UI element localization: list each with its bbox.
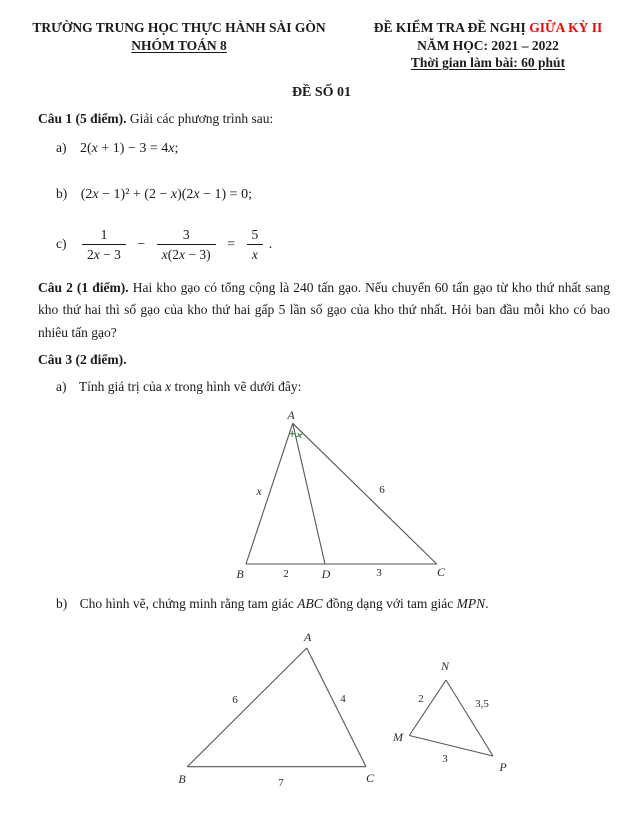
figure-label-4: 4 bbox=[340, 693, 346, 705]
figure-triangle-with-bisector bbox=[228, 406, 463, 591]
triangle-name-mpn: MPN bbox=[456, 596, 486, 611]
school-name: TRƯỜNG TRUNG HỌC THỰC HÀNH SÀI GÒN bbox=[32, 20, 326, 35]
equation-a-label: a) bbox=[56, 140, 67, 155]
fraction-3: $\frac{5}{x}$ bbox=[247, 226, 264, 263]
minus-operator: − bbox=[137, 236, 146, 252]
question-3a-line bbox=[56, 379, 301, 395]
question-1-label: Câu 1 (5 điểm). bbox=[38, 111, 127, 126]
figure-label-A: A bbox=[287, 408, 295, 422]
question-3b-line bbox=[56, 596, 489, 612]
equation-b bbox=[56, 186, 252, 203]
figure-label-C: C bbox=[436, 565, 446, 579]
equation-c bbox=[56, 226, 272, 263]
equation-a-expression: 2(x + 1) − 3 = 4x; bbox=[80, 141, 179, 156]
exam-term: GIỮA KỲ II bbox=[529, 20, 603, 35]
figure-label-2: 2 bbox=[283, 568, 289, 580]
question-3a-text: Tính giá trị của x trong hình vẽ dưới đây: bbox=[78, 379, 302, 394]
figure-label-3: 3 bbox=[442, 753, 448, 765]
question-1-intro: Giải các phương trình sau: bbox=[129, 111, 274, 126]
question-3b-text: Cho hình vẽ, chứng minh rằng tam giác ABC đồng dạng với tam giác MPN. bbox=[79, 596, 489, 611]
figure-label-6: 6 bbox=[232, 694, 238, 706]
question-3-heading: Câu 3 (2 điểm). bbox=[38, 352, 127, 367]
equation-b-expression: (2x − 1)² + (2 − x)(2x − 1) = 0; bbox=[80, 187, 252, 202]
question-2-text: Hai kho gạo có tổng cộng là 240 tấn gạo. Nếu chuyển 60 tấn gạo từ kho thứ nhất sang kho thứ hai thì số gạo của kho thứ hai gấp 5 lần số gạo của kho thứ nhất. Hỏi ban đầu mỗi kho có bao nhiêu tấn gạo? bbox=[38, 280, 611, 340]
question-3b-label: b) bbox=[56, 596, 68, 611]
edge-AB bbox=[187, 648, 306, 767]
question-1-heading bbox=[38, 111, 618, 127]
equation-a bbox=[56, 140, 178, 157]
figure-label-M: M bbox=[393, 730, 403, 744]
figure-label-C: C bbox=[365, 771, 375, 785]
fraction-1: $\frac{1}{2x - 3}$ bbox=[82, 226, 126, 263]
exam-number-title: ĐỀ SỐ 01 bbox=[291, 85, 352, 100]
exam-title: ĐỀ KIỂM TRA ĐỀ NGHỊ bbox=[373, 20, 526, 35]
school-year: NĂM HỌC: 2021 – 2022 bbox=[417, 37, 559, 53]
figure-label-N: N bbox=[440, 659, 450, 673]
figure-label-6: 6 bbox=[379, 484, 385, 496]
figure-label-3: 3 bbox=[376, 567, 382, 579]
figure-label-D: D bbox=[321, 567, 331, 581]
figure-label-B: B bbox=[178, 772, 186, 786]
edge-AD bbox=[293, 423, 325, 564]
question-3a-label: a) bbox=[56, 379, 67, 394]
figure-label-3-5: 3,5 bbox=[475, 698, 489, 710]
equals-sign: = bbox=[227, 236, 236, 252]
header-exam-block bbox=[338, 19, 638, 72]
equation-c-expression bbox=[80, 227, 273, 262]
header-school-block bbox=[16, 19, 342, 54]
equation-c-terminator: . bbox=[268, 236, 273, 252]
question-2-paragraph bbox=[38, 277, 610, 344]
exam-duration: Thời gian làm bài: 60 phút bbox=[410, 55, 566, 70]
equation-b-label: b) bbox=[56, 186, 68, 201]
figure-label-x: x bbox=[256, 484, 262, 498]
variable-x: x bbox=[165, 379, 172, 394]
figure-label-7: 7 bbox=[278, 777, 284, 789]
triangle-name-abc: ABC bbox=[297, 596, 323, 611]
figure-label-A: A bbox=[304, 630, 312, 644]
figure-label-2: 2 bbox=[418, 693, 424, 705]
edge-MN bbox=[409, 680, 446, 736]
figure-similar-triangles bbox=[168, 628, 523, 800]
question-2-label: Câu 2 (1 điểm). bbox=[38, 280, 129, 295]
edge-AC bbox=[293, 423, 437, 564]
fraction-2: $\frac{3}{x(2x - 3)}$ bbox=[157, 226, 216, 263]
school-group: NHÓM TOÁN 8 bbox=[131, 37, 227, 53]
figure-label-B: B bbox=[236, 567, 244, 581]
figure-label-P: P bbox=[499, 760, 507, 774]
edge-NP bbox=[446, 680, 493, 756]
edge-AB bbox=[246, 423, 293, 564]
exam-title-line bbox=[338, 19, 638, 37]
edge-MP bbox=[409, 736, 493, 757]
equation-c-label: c) bbox=[56, 235, 67, 251]
edge-AC bbox=[307, 648, 366, 767]
